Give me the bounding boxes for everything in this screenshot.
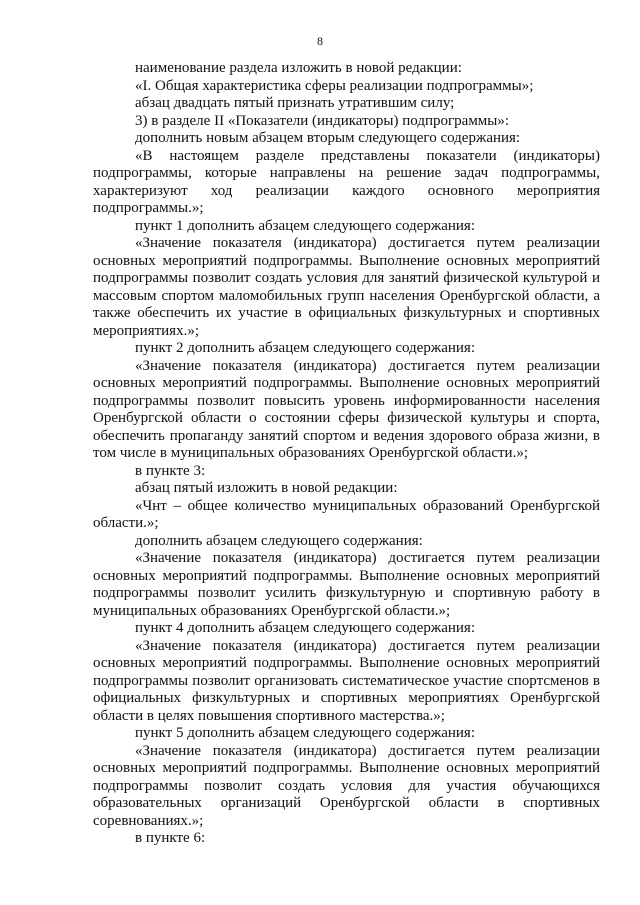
paragraph: «В настоящем разделе представлены показатели (индикаторы) подпрограммы, которые направлены на решение задач подпрограммы, характеризуют ход реализации каждого основного мероприятия подпрограммы.»; <box>93 147 600 216</box>
paragraph: пункт 2 дополнить абзацем следующего содержания: <box>135 340 475 356</box>
paragraph: «Чнт – общее количество муниципальных образований Оренбургской области.»; <box>93 497 600 531</box>
paragraph: «Значение показателя (индикатора) достигается путем реализации основных мероприятий подпрограммы. Выполнение основных мероприятий подпрограммы позволит создать условия для участия обучающихся образовательных организаций Оренбургской области в спортивных соревнованиях.»; <box>93 742 600 829</box>
paragraph: пункт 5 дополнить абзацем следующего содержания: <box>135 725 475 741</box>
paragraph: 3) в разделе II «Показатели (индикаторы) подпрограммы»: <box>135 112 510 129</box>
document-body <box>93 60 600 848</box>
paragraph: дополнить абзацем следующего содержания: <box>135 532 423 549</box>
page-number: 8 <box>317 34 323 48</box>
paragraph: «Значение показателя (индикатора) достигается путем реализации основных мероприятий подпрограммы. Выполнение основных мероприятий подпрограммы позволит повысить уровень информированности населения Оренбургской области о состоянии сферы физической культуры и спорта, обеспечить пропаганду занятий спортом и ведения здорового образа жизни, в том числе в муниципальных образованиях Оренбургской области.»; <box>93 357 600 461</box>
paragraph: пункт 1 дополнить абзацем следующего содержания: <box>135 217 475 234</box>
paragraph: «Значение показателя (индикатора) достигается путем реализации основных мероприятий подпрограммы. Выполнение основных мероприятий подпрограммы позволит создать условия для занятий физической культурой и массовым спортом маломобильных групп населения Оренбургской области, а также обеспечить их участие в официальных физкультурных и спортивных мероприятиях.»; <box>93 235 600 339</box>
paragraph: в пункте 6: <box>135 830 206 846</box>
paragraph: наименование раздела изложить в новой редакции: <box>135 60 462 76</box>
paragraph: «Значение показателя (индикатора) достигается путем реализации основных мероприятий подпрограммы. Выполнение основных мероприятий подпрограммы позволит усилить физкультурную и спортивную работу в муниципальных образованиях Оренбургской области.»; <box>93 550 600 619</box>
paragraph: абзац пятый изложить в новой редакции: <box>135 480 398 496</box>
paragraph: «I. Общая характеристика сферы реализации подпрограммы»; <box>135 77 534 94</box>
paragraph: абзац двадцать пятый признать утратившим силу; <box>135 95 455 111</box>
paragraph: «Значение показателя (индикатора) достигается путем реализации основных мероприятий подпрограммы. Выполнение основных мероприятий подпрограммы позволит организовать систематическое участие спортсменов в официальных физкультурных и спортивных мероприятиях Оренбургской области в целях повышения спортивного мастерства.»; <box>93 637 600 724</box>
paragraph: пункт 4 дополнить абзацем следующего содержания: <box>135 620 475 636</box>
paragraph: дополнить новым абзацем вторым следующего содержания: <box>135 130 521 146</box>
paragraph: в пункте 3: <box>135 462 206 479</box>
